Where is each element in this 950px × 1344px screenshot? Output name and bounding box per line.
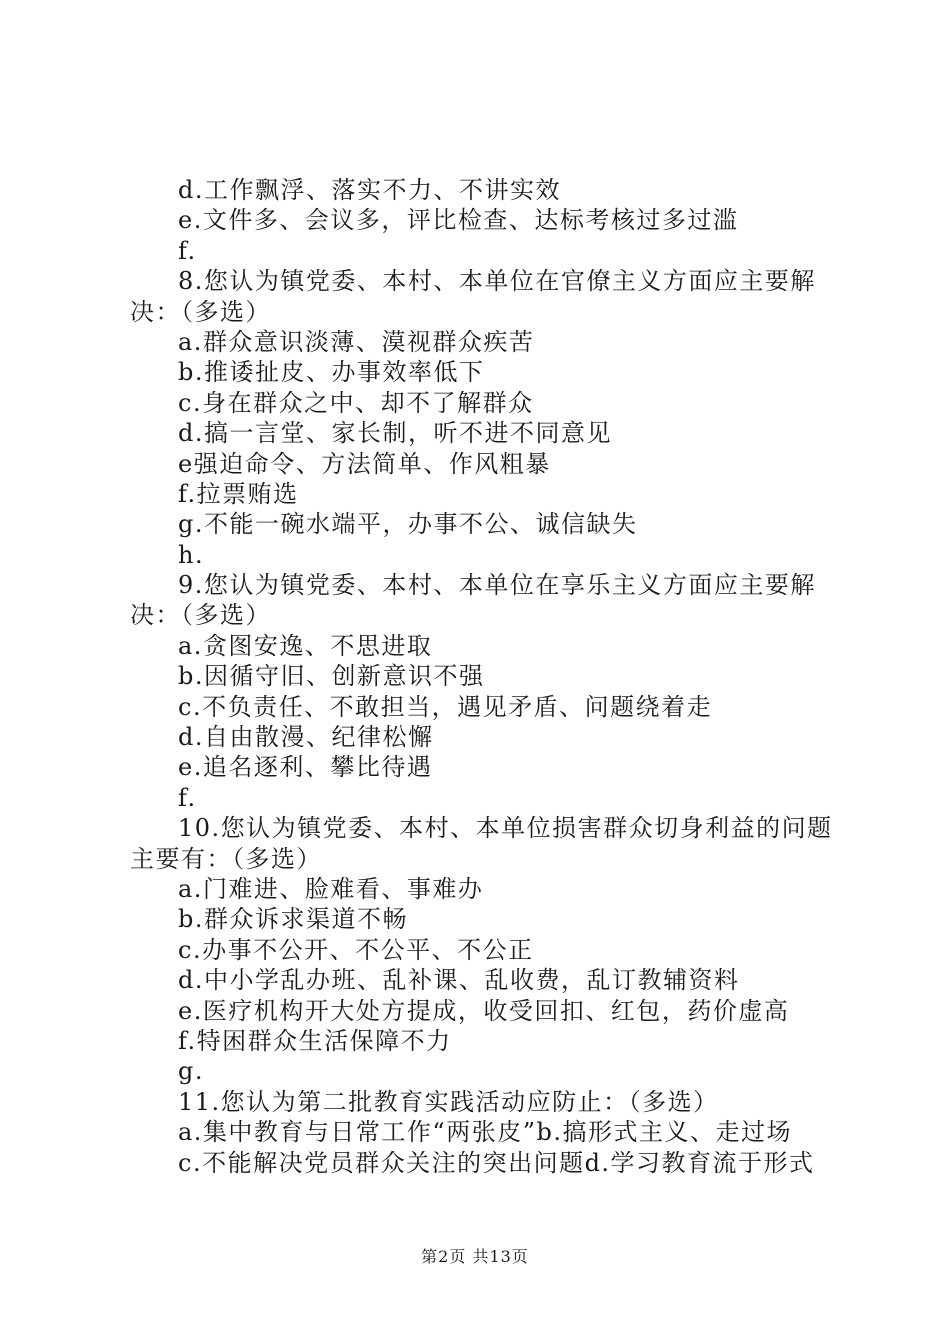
option-line: f.特困群众生活保障不力 bbox=[178, 1026, 452, 1055]
option-line: b.因循守旧、创新意识不强 bbox=[178, 662, 485, 691]
option-line: d.工作飘浮、落实不力、不讲实效 bbox=[178, 176, 561, 204]
option-line: c.不负责任、不敢担当，遇见矛盾、问题绕着走 bbox=[178, 692, 713, 721]
option-line: e.医疗机构开大处方提成，收受回扣、红包，药价虚高 bbox=[178, 996, 790, 1025]
option-line: a.群众意识淡薄、漠视群众疾苦 bbox=[178, 327, 535, 356]
document-body bbox=[130, 175, 835, 1178]
question-continuation: 主要有：（多选） bbox=[130, 844, 322, 873]
option-line: f.拉票贿选 bbox=[178, 479, 299, 508]
option-line: a.集中教育与日常工作“两张皮”b.搞形式主义、走过场 bbox=[178, 1118, 792, 1147]
question-continuation: 决：（多选） bbox=[130, 601, 271, 630]
option-line: h. bbox=[178, 540, 205, 569]
option-line: a.贪图安逸、不思进取 bbox=[178, 631, 433, 660]
option-line: e.文件多、会议多，评比检查、达标考核过多过滥 bbox=[178, 206, 739, 235]
option-line: a.门难进、脸难看、事难办 bbox=[178, 874, 484, 903]
option-line: c.办事不公开、不公平、不公正 bbox=[178, 935, 534, 964]
option-line: d.搞一言堂、家长制，听不进不同意见 bbox=[178, 419, 612, 448]
option-line: b.群众诉求渠道不畅 bbox=[178, 905, 408, 934]
page-footer: 第2页 共13页 bbox=[421, 1247, 529, 1266]
question-continuation: 决：（多选） bbox=[130, 297, 271, 326]
option-line: f. bbox=[178, 236, 197, 265]
option-line: g.不能一碗水端平，办事不公、诚信缺失 bbox=[178, 510, 638, 539]
question-line: 10.您认为镇党委、本村、本单位损害群众切身利益的问题 bbox=[178, 814, 833, 843]
option-line: e强迫命令、方法简单、作风粗暴 bbox=[178, 449, 551, 478]
option-line: d.自由散漫、纪律松懈 bbox=[178, 723, 434, 752]
option-line: b.推诿扯皮、办事效率低下 bbox=[178, 358, 485, 387]
option-line: g. bbox=[178, 1057, 204, 1086]
option-line: e.追名逐利、攀比待遇 bbox=[178, 753, 433, 782]
option-line: d.中小学乱办班、乱补课、乱收费，乱订教辅资料 bbox=[178, 966, 740, 995]
option-line: c.身在群众之中、却不了解群众 bbox=[178, 388, 534, 417]
option-line: c.不能解决党员群众关注的突出问题d.学习教育流于形式 bbox=[178, 1148, 815, 1177]
question-line: 11.您认为第二批教育实践活动应防止：（多选） bbox=[178, 1087, 719, 1116]
question-line: 8.您认为镇党委、本村、本单位在官僚主义方面应主要解 bbox=[178, 267, 816, 296]
option-line: f. bbox=[178, 783, 197, 812]
question-line: 9.您认为镇党委、本村、本单位在享乐主义方面应主要解 bbox=[178, 571, 816, 600]
